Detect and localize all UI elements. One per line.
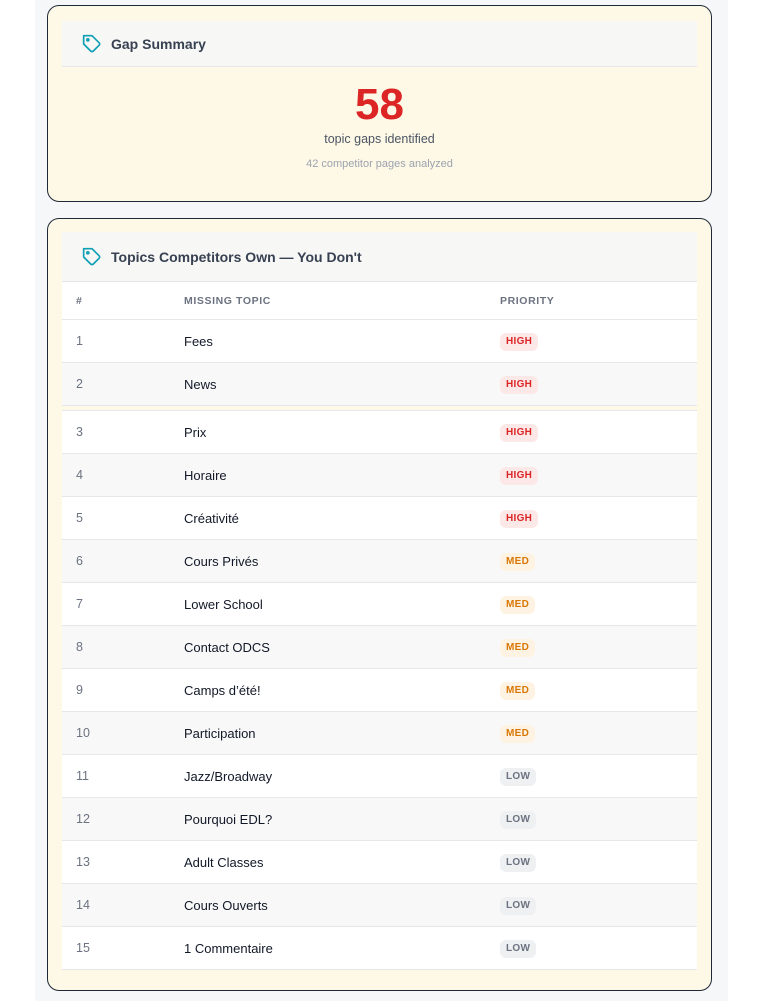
priority-cell [500,939,536,958]
priority-cell [500,509,538,528]
table-row [62,497,697,540]
row-number: 10 [76,726,90,740]
missing-topic: Fees [184,333,213,349]
priority-badge: MED [500,553,535,571]
table-header [62,282,697,320]
table-row [62,798,697,841]
missing-topic: Cours Ouverts [184,897,268,913]
row-number: 9 [76,683,83,697]
row-number: 5 [76,511,83,525]
row-number: 6 [76,554,83,568]
priority-cell [500,853,536,872]
tag-icon [82,34,102,54]
table-row [62,669,697,712]
priority-badge: MED [500,639,535,657]
priority-badge: MED [500,725,535,743]
missing-topic: Cours Privés [184,553,259,569]
row-number: 3 [76,425,83,439]
priority-badge: HIGH [500,510,538,528]
priority-badge: HIGH [500,467,538,485]
missing-topic: 1 Commentaire [184,940,273,956]
column-header-topic: MISSING TOPIC [184,294,271,307]
missing-topic: Adult Classes [184,854,264,870]
priority-cell [500,595,535,614]
topics-title: Topics Competitors Own — You Don't [111,248,362,265]
row-number: 15 [76,941,90,955]
missing-topic: Jazz/Broadway [184,768,273,784]
missing-topic: Participation [184,725,256,741]
row-number: 12 [76,812,90,826]
priority-cell [500,896,536,915]
column-header-priority: PRIORITY [500,294,555,307]
table-row [62,927,697,970]
gap-count: 58 [355,80,404,129]
row-number: 14 [76,898,90,912]
row-number: 7 [76,597,83,611]
table-row [62,884,697,927]
table-row [62,841,697,884]
topics-header [62,232,697,282]
table-row [62,755,697,798]
gap-summary-header [62,21,697,67]
column-header-number: # [76,294,83,307]
topics-table [62,282,697,970]
priority-badge: LOW [500,811,536,829]
priority-cell [500,552,535,571]
table-row [62,626,697,669]
priority-badge: LOW [500,854,536,872]
missing-topic: Prix [184,424,207,440]
priority-cell [500,375,538,394]
priority-badge: HIGH [500,333,538,351]
priority-badge: MED [500,682,535,700]
priority-badge: LOW [500,768,536,786]
tag-icon [82,247,102,267]
missing-topic: Horaire [184,467,227,483]
table-row [62,712,697,755]
priority-cell [500,466,538,485]
missing-topic: Camps d’été! [184,682,261,698]
row-number: 8 [76,640,83,654]
missing-topic: Contact ODCS [184,639,270,655]
table-row [62,583,697,626]
row-number: 13 [76,855,90,869]
pages-analyzed-note: 42 competitor pages analyzed [306,158,453,170]
missing-topic: News [184,376,217,392]
table-row [62,363,697,406]
table-row [62,540,697,583]
row-number: 2 [76,377,83,391]
priority-cell [500,724,535,743]
priority-badge: MED [500,596,535,614]
priority-cell [500,332,538,351]
priority-cell [500,767,536,786]
row-number: 11 [76,769,89,783]
row-number: 4 [76,468,83,482]
priority-cell [500,423,538,442]
gap-summary-title: Gap Summary [111,35,206,52]
gap-count-label: topic gaps identified [324,132,435,146]
table-row [62,454,697,497]
priority-cell [500,681,535,700]
missing-topic: Pourquoi EDL? [184,811,273,827]
table-body [62,320,697,970]
missing-topic: Lower School [184,596,263,612]
priority-badge: HIGH [500,376,538,394]
priority-badge: LOW [500,940,536,958]
priority-cell [500,810,536,829]
topics-card [47,218,712,991]
priority-badge: HIGH [500,424,538,442]
priority-badge: LOW [500,897,536,915]
table-row [62,410,697,454]
table-row [62,320,697,363]
missing-topic: Créativité [184,510,239,526]
gap-summary-card [47,5,712,202]
priority-cell [500,638,535,657]
row-number: 1 [76,334,83,348]
